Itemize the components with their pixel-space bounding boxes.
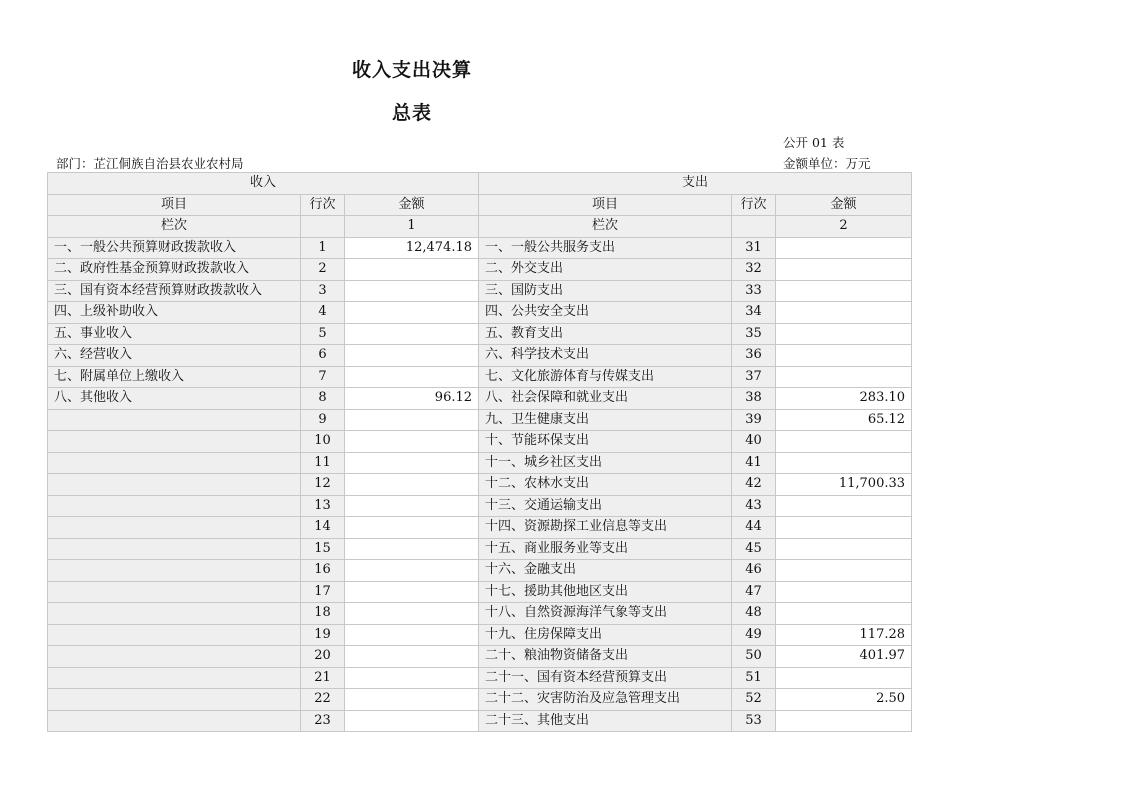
expense-line-cell: 33 (732, 280, 776, 302)
income-amount-cell (345, 259, 479, 281)
expense-item-cell: 十六、金融支出 (479, 560, 732, 582)
expense-column-index-label: 栏次 (479, 216, 732, 238)
expense-item-cell: 十、节能环保支出 (479, 431, 732, 453)
form-number: 公开 01 表 (783, 135, 845, 150)
expense-item-cell: 五、教育支出 (479, 323, 732, 345)
expense-amount-cell (776, 366, 912, 388)
report-subtitle: 总表 (391, 102, 432, 124)
expense-line-cell: 35 (732, 323, 776, 345)
income-column-index-blank (301, 216, 345, 238)
table-row (48, 366, 912, 388)
income-line-cell: 21 (301, 667, 345, 689)
expense-amount-cell: 65.12 (776, 409, 912, 431)
expense-line-cell: 46 (732, 560, 776, 582)
amount-unit-label: 金额单位：万元 (783, 156, 871, 171)
income-item-cell (48, 560, 301, 582)
income-item-cell (48, 667, 301, 689)
income-item-cell (48, 409, 301, 431)
expense-line-cell: 45 (732, 538, 776, 560)
income-amount-cell (345, 689, 479, 711)
expense-amount-cell (776, 603, 912, 625)
table-row (48, 345, 912, 367)
income-line-cell: 12 (301, 474, 345, 496)
expense-line-cell: 50 (732, 646, 776, 668)
expense-amount-cell: 117.28 (776, 624, 912, 646)
income-line-cell: 16 (301, 560, 345, 582)
expense-line-cell: 43 (732, 495, 776, 517)
income-line-cell: 17 (301, 581, 345, 603)
income-line-cell: 19 (301, 624, 345, 646)
expense-line-cell: 48 (732, 603, 776, 625)
income-amount-cell (345, 495, 479, 517)
expense-line-cell: 49 (732, 624, 776, 646)
table-row (48, 689, 912, 711)
table-body (48, 237, 912, 732)
expense-line-cell: 34 (732, 302, 776, 324)
income-amount-header: 金额 (345, 194, 479, 216)
table-row (48, 538, 912, 560)
income-line-cell: 18 (301, 603, 345, 625)
table-row (48, 409, 912, 431)
income-amount-cell (345, 280, 479, 302)
income-item-cell (48, 689, 301, 711)
income-line-cell: 5 (301, 323, 345, 345)
income-line-cell: 3 (301, 280, 345, 302)
income-line-cell: 9 (301, 409, 345, 431)
expense-item-cell: 十四、资源勘探工业信息等支出 (479, 517, 732, 539)
report-title: 收入支出决算 (351, 59, 472, 81)
income-item-cell (48, 710, 301, 732)
expense-amount-cell (776, 302, 912, 324)
income-line-cell: 11 (301, 452, 345, 474)
expense-group-header: 支出 (479, 173, 912, 195)
expense-line-cell: 44 (732, 517, 776, 539)
table-row (48, 280, 912, 302)
expense-amount-cell (776, 431, 912, 453)
income-item-header: 项目 (48, 194, 301, 216)
expense-item-cell: 十七、援助其他地区支出 (479, 581, 732, 603)
income-amount-cell (345, 409, 479, 431)
income-item-cell (48, 646, 301, 668)
income-expense-table (47, 172, 912, 732)
income-line-cell: 7 (301, 366, 345, 388)
income-line-cell: 4 (301, 302, 345, 324)
income-line-cell: 14 (301, 517, 345, 539)
expense-line-cell: 42 (732, 474, 776, 496)
income-amount-cell (345, 624, 479, 646)
expense-amount-cell (776, 538, 912, 560)
expense-amount-cell: 401.97 (776, 646, 912, 668)
income-amount-cell (345, 452, 479, 474)
income-line-cell: 20 (301, 646, 345, 668)
expense-amount-cell: 2.50 (776, 689, 912, 711)
income-column-number: 1 (345, 216, 479, 238)
expense-item-cell: 八、社会保障和就业支出 (479, 388, 732, 410)
income-item-cell: 七、附属单位上缴收入 (48, 366, 301, 388)
expense-item-cell: 十三、交通运输支出 (479, 495, 732, 517)
income-line-cell: 23 (301, 710, 345, 732)
expense-line-header: 行次 (732, 194, 776, 216)
income-amount-cell (345, 538, 479, 560)
income-item-cell: 六、经营收入 (48, 345, 301, 367)
income-item-cell: 二、政府性基金预算财政拨款收入 (48, 259, 301, 281)
income-item-cell (48, 603, 301, 625)
table-row (48, 302, 912, 324)
table-row (48, 495, 912, 517)
department-label: 部门：芷江侗族自治县农业农村局 (56, 156, 244, 171)
expense-line-cell: 40 (732, 431, 776, 453)
table-row (48, 710, 912, 732)
expense-amount-cell: 11,700.33 (776, 474, 912, 496)
income-amount-cell (345, 431, 479, 453)
expense-amount-cell (776, 323, 912, 345)
income-line-cell: 1 (301, 237, 345, 259)
income-item-cell (48, 495, 301, 517)
expense-item-cell: 三、国防支出 (479, 280, 732, 302)
expense-column-index-blank (732, 216, 776, 238)
income-line-cell: 15 (301, 538, 345, 560)
table-row (48, 581, 912, 603)
expense-amount-header: 金额 (776, 194, 912, 216)
expense-column-number: 2 (776, 216, 912, 238)
expense-item-cell: 十五、商业服务业等支出 (479, 538, 732, 560)
expense-item-cell: 十九、住房保障支出 (479, 624, 732, 646)
table-row (48, 667, 912, 689)
income-line-cell: 8 (301, 388, 345, 410)
expense-item-cell: 七、文化旅游体育与传媒支出 (479, 366, 732, 388)
income-line-cell: 6 (301, 345, 345, 367)
expense-item-header: 项目 (479, 194, 732, 216)
expense-amount-cell (776, 667, 912, 689)
income-item-cell (48, 624, 301, 646)
income-line-cell: 22 (301, 689, 345, 711)
income-item-cell (48, 474, 301, 496)
expense-amount-cell (776, 452, 912, 474)
income-amount-cell (345, 474, 479, 496)
income-group-header: 收入 (48, 173, 479, 195)
income-amount-cell (345, 646, 479, 668)
income-amount-cell (345, 302, 479, 324)
income-line-cell: 2 (301, 259, 345, 281)
income-line-cell: 10 (301, 431, 345, 453)
income-line-cell: 13 (301, 495, 345, 517)
expense-item-cell: 六、科学技术支出 (479, 345, 732, 367)
expense-amount-cell (776, 710, 912, 732)
expense-amount-cell (776, 259, 912, 281)
income-amount-cell (345, 517, 479, 539)
expense-amount-cell (776, 280, 912, 302)
table-row (48, 603, 912, 625)
expense-line-cell: 37 (732, 366, 776, 388)
income-line-header: 行次 (301, 194, 345, 216)
expense-amount-cell (776, 345, 912, 367)
expense-item-cell: 一、一般公共服务支出 (479, 237, 732, 259)
table-row (48, 560, 912, 582)
expense-item-cell: 二十、粮油物资储备支出 (479, 646, 732, 668)
column-header-row (48, 194, 912, 216)
expense-line-cell: 31 (732, 237, 776, 259)
income-amount-cell: 12,474.18 (345, 237, 479, 259)
income-item-cell: 一、一般公共预算财政拨款收入 (48, 237, 301, 259)
income-amount-cell (345, 710, 479, 732)
expense-amount-cell: 283.10 (776, 388, 912, 410)
expense-line-cell: 36 (732, 345, 776, 367)
expense-item-cell: 九、卫生健康支出 (479, 409, 732, 431)
expense-line-cell: 41 (732, 452, 776, 474)
expense-item-cell: 十二、农林水支出 (479, 474, 732, 496)
income-item-cell: 八、其他收入 (48, 388, 301, 410)
expense-amount-cell (776, 581, 912, 603)
group-header-row (48, 173, 912, 195)
income-amount-cell (345, 323, 479, 345)
income-item-cell: 三、国有资本经营预算财政拨款收入 (48, 280, 301, 302)
expense-item-cell: 四、公共安全支出 (479, 302, 732, 324)
expense-item-cell: 二、外交支出 (479, 259, 732, 281)
expense-line-cell: 47 (732, 581, 776, 603)
expense-item-cell: 十八、自然资源海洋气象等支出 (479, 603, 732, 625)
table-row (48, 431, 912, 453)
table-row (48, 517, 912, 539)
income-amount-cell (345, 667, 479, 689)
income-column-index-label: 栏次 (48, 216, 301, 238)
table-row (48, 259, 912, 281)
income-amount-cell (345, 345, 479, 367)
table-row (48, 624, 912, 646)
table-row (48, 646, 912, 668)
income-item-cell: 五、事业收入 (48, 323, 301, 345)
income-item-cell (48, 517, 301, 539)
table-row (48, 474, 912, 496)
income-item-cell (48, 452, 301, 474)
expense-amount-cell (776, 560, 912, 582)
table-row (48, 323, 912, 345)
table-row (48, 237, 912, 259)
expense-line-cell: 51 (732, 667, 776, 689)
expense-item-cell: 二十一、国有资本经营预算支出 (479, 667, 732, 689)
table-row (48, 388, 912, 410)
column-index-row (48, 216, 912, 238)
expense-line-cell: 38 (732, 388, 776, 410)
expense-line-cell: 32 (732, 259, 776, 281)
expense-line-cell: 39 (732, 409, 776, 431)
expense-amount-cell (776, 237, 912, 259)
income-item-cell (48, 581, 301, 603)
expense-line-cell: 53 (732, 710, 776, 732)
expense-item-cell: 二十二、灾害防治及应急管理支出 (479, 689, 732, 711)
income-amount-cell (345, 366, 479, 388)
income-amount-cell (345, 560, 479, 582)
table-row (48, 452, 912, 474)
expense-item-cell: 十一、城乡社区支出 (479, 452, 732, 474)
income-item-cell: 四、上级补助收入 (48, 302, 301, 324)
income-item-cell (48, 538, 301, 560)
income-amount-cell: 96.12 (345, 388, 479, 410)
expense-amount-cell (776, 495, 912, 517)
income-item-cell (48, 431, 301, 453)
income-amount-cell (345, 581, 479, 603)
expense-amount-cell (776, 517, 912, 539)
expense-item-cell: 二十三、其他支出 (479, 710, 732, 732)
expense-line-cell: 52 (732, 689, 776, 711)
income-amount-cell (345, 603, 479, 625)
